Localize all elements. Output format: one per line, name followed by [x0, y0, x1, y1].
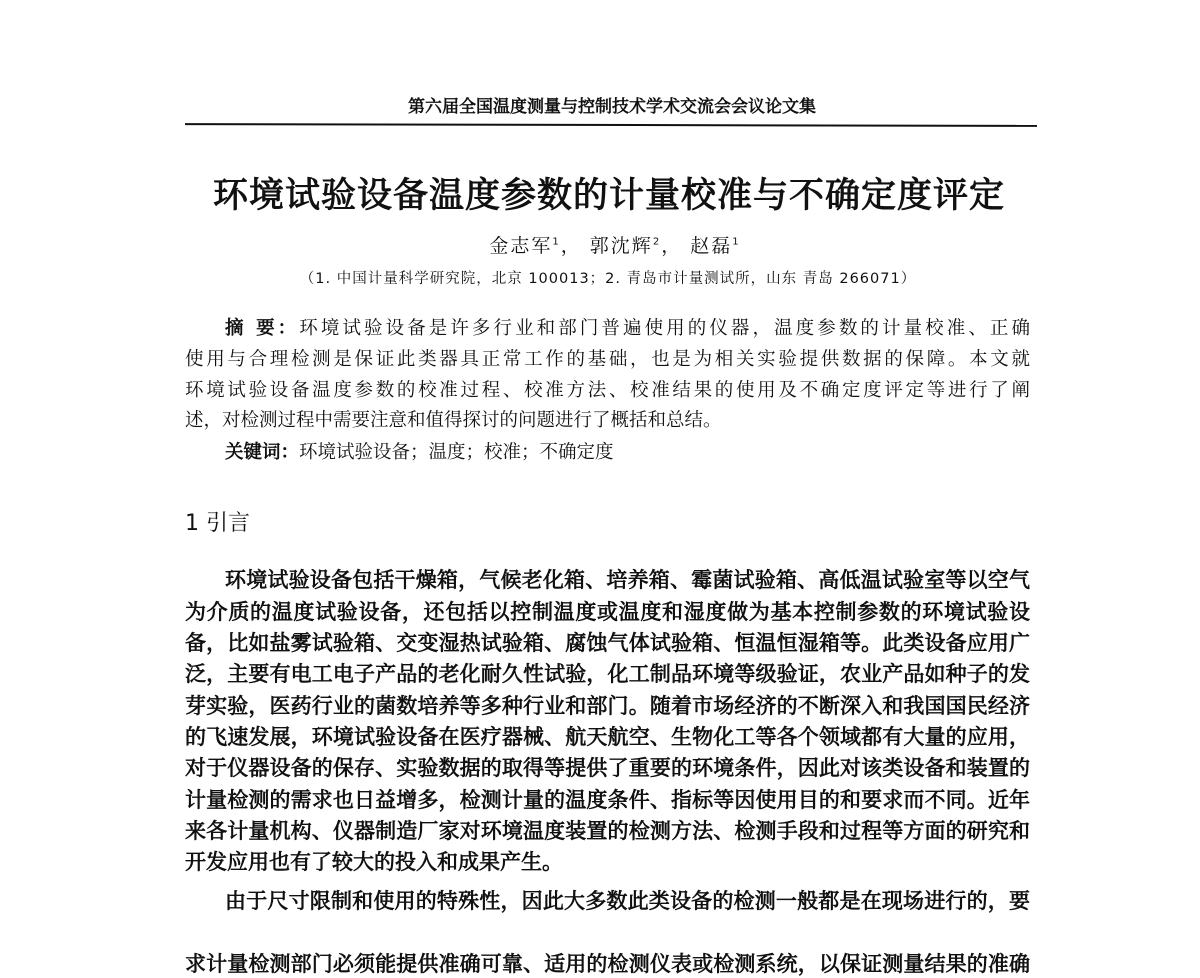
body-line: 开发应用也有了较大的投入和成果产生。 — [185, 850, 563, 874]
abstract-label: 摘 要： — [225, 318, 300, 339]
body-line: 环境试验设备包括干燥箱，气候老化箱、培养箱、霉菌试验箱、高低温试验室等以空气 — [225, 568, 1030, 592]
body-line: 的飞速发展，环境试验设备在医疗器械、航天航空、生物化工等各个领域都有大量的应用， — [185, 725, 1030, 749]
author-affiliation-mark: 1 — [552, 236, 561, 248]
keywords-text: 环境试验设备；温度；校准；不确定度 — [299, 442, 614, 463]
body-line: 泛，主要有电工电子产品的老化耐久性试验，化工制品环境等级验证，农业产品如种子的发 — [185, 662, 1030, 686]
author-name: 郭沈辉 — [589, 235, 653, 257]
body-line: 由于尺寸限制和使用的特殊性，因此大多数此类设备的检测一般都是在现场进行的，要 — [225, 889, 1030, 913]
abstract-line: 使用与合理检测是保证此类器具正常工作的基础，也是为相关实验提供数据的保障。本文就 — [185, 349, 1030, 370]
body-line: 来各计量机构、仪器制造厂家对环境温度装置的检测方法、检测手段和过程等方面的研究和 — [185, 819, 1030, 843]
abstract-line — [225, 314, 1030, 342]
author-affiliation-mark: 2 — [652, 236, 662, 248]
keywords-line — [225, 438, 1030, 466]
running-head: 第六届全国温度测量与控制技术学术交流会会议论文集 — [408, 97, 816, 117]
affiliations: （1. 中国计量科学研究院，北京 100013；2. 青岛市计量测试所，山东 青岛 266071） — [299, 271, 917, 287]
body-line: 对于仪器设备的保存、实验数据的取得等提供了重要的环境条件，因此对该类设备和装置的 — [185, 756, 1030, 780]
body-line: 计量检测的需求也日益增多，检测计量的温度条件、指标等因使用目的和要求而不同。近年 — [185, 788, 1030, 812]
author-name: 赵磊 — [690, 235, 733, 257]
header-rule — [185, 123, 1037, 127]
body-line: 备，比如盐雾试验箱、交变湿热试验箱、腐蚀气体试验箱、恒温恒湿箱等。此类设备应用广 — [185, 631, 1030, 655]
paper-title: 环境试验设备温度参数的计量校准与不确定度评定 — [212, 176, 1005, 216]
body-line: 芽实验，医药行业的菌数培养等多种行业和部门。随着市场经济的不断深入和我国国民经济 — [185, 694, 1030, 718]
author-list: 金志军$^1$， 郭沈辉$^2$， 赵磊$^1$ — [489, 235, 741, 257]
body-line: 为介质的温度试验设备，还包括以控制温度或温度和湿度做为基本控制参数的环境试验设 — [185, 600, 1030, 624]
author-affiliation-mark: 1 — [732, 236, 741, 248]
section-heading: 1 引言 — [185, 511, 250, 536]
abstract-line: 环境试验设备温度参数的校准过程、校准方法、校准结果的使用及不确定度评定等进行了阐 — [185, 380, 1030, 401]
body-line: 求计量检测部门必须能提供准确可靠、适用的检测仪表或检测系统，以保证测量结果的准确 — [185, 952, 1030, 976]
author-name: 金志军 — [489, 235, 553, 257]
abstract-line: 述，对检测过程中需要注意和值得探讨的问题进行了概括和总结。 — [185, 410, 722, 431]
keywords-label: 关键词： — [225, 442, 300, 463]
abstract-text: 环境试验设备是许多行业和部门普遍使用的仪器，温度参数的计量校准、正确 — [299, 318, 1030, 339]
